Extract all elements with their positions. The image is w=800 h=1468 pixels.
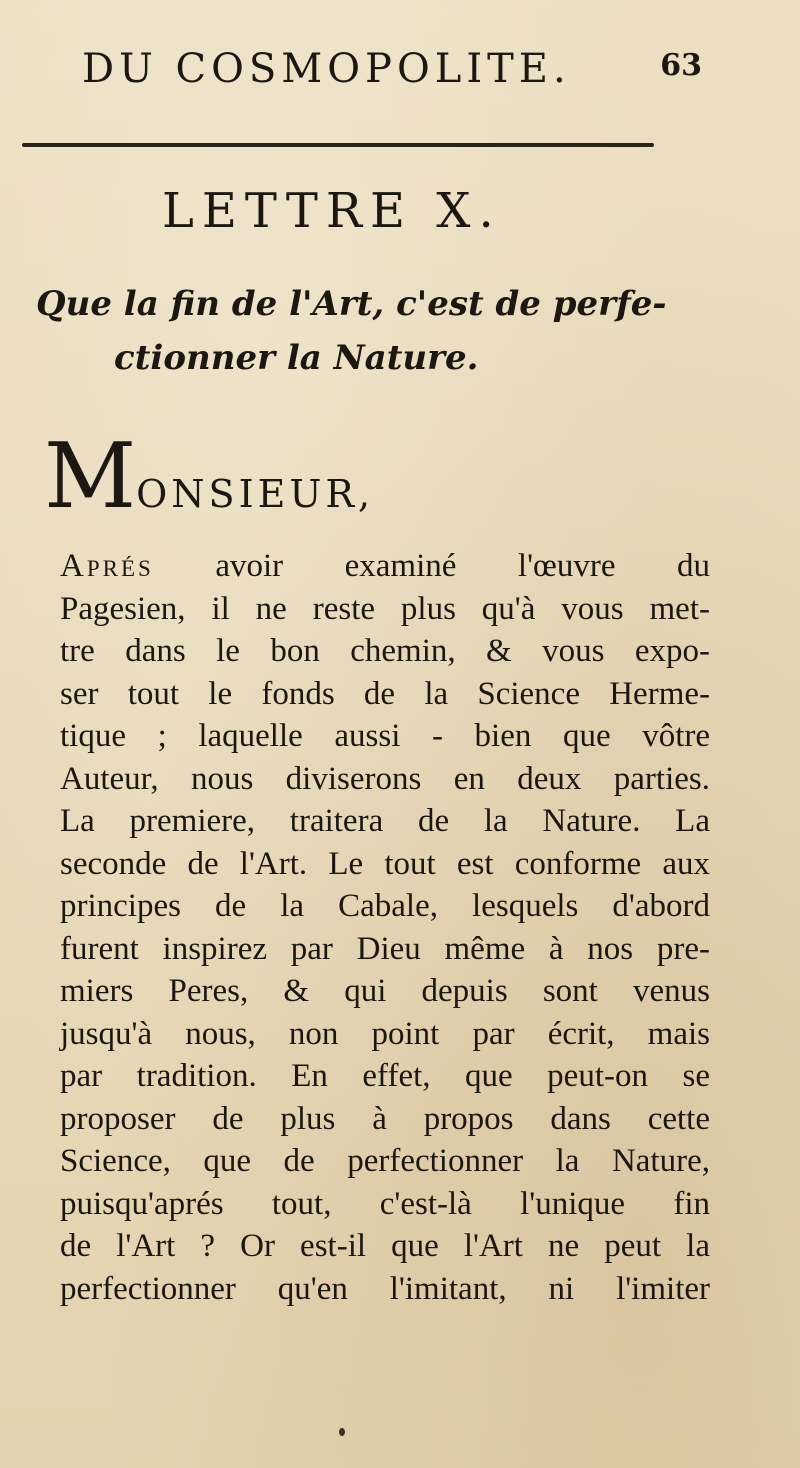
body-line: perfectionner qu'en l'imitant, ni l'imiter [60, 1270, 710, 1307]
salutation-rest: ONSIEUR, [136, 472, 375, 516]
drop-initial: M [44, 424, 137, 529]
body-line: par tradition. En effet, que peut-on se [60, 1058, 710, 1094]
body-line: principes de la Cabale, lesquels d'abord [60, 888, 710, 924]
body-line: ser tout le fonds de la Science Herme- [60, 675, 710, 712]
first-word: Aprés [60, 548, 154, 584]
page-number: 63 [660, 48, 702, 83]
body-text [60, 545, 710, 1310]
running-title: DU COSMOPOLITE. [82, 46, 571, 92]
header-rule [22, 143, 654, 147]
body-line: proposer de plus à propos dans cette [60, 1100, 710, 1137]
body-line: miers Peres, & qui depuis sont venus [60, 973, 710, 1009]
body-line: jusqu'à nous, non point par écrit, mais [60, 1015, 710, 1052]
body-line: seconde de l'Art. Le tout est conforme aux [60, 845, 710, 882]
subtitle-line-1: Que la fin de l'Art, c'est de perfe- [36, 284, 667, 324]
body-line: Pagesien, il ne reste plus qu'à vous met- [60, 590, 710, 627]
body-line: furent inspirez par Dieu même à nos pre- [60, 930, 710, 967]
letter-subtitle [36, 277, 716, 385]
subtitle-line-2: ctionner la Nature. [114, 338, 479, 378]
ink-dot [339, 1428, 345, 1436]
body-line: Science, que de perfectionner la Nature, [60, 1143, 710, 1179]
body-line: puisqu'aprés tout, c'est-là l'unique fin [60, 1185, 710, 1222]
body-line: tique ; laquelle aussi - bien que vôtre [60, 718, 710, 754]
salutation [44, 424, 375, 529]
body-line: de l'Art ? Or est-il que l'Art ne peut la [60, 1228, 710, 1264]
body-line [60, 545, 710, 588]
body-line-text: avoir examiné l'œuvre du [153, 548, 710, 584]
running-head [82, 40, 702, 100]
letter-heading: LETTRE X. [162, 183, 502, 239]
body-line: Auteur, nous diviserons en deux parties. [60, 760, 710, 797]
body-line: La premiere, traitera de la Nature. La [60, 803, 710, 839]
body-line: tre dans le bon chemin, & vous expo- [60, 633, 710, 669]
